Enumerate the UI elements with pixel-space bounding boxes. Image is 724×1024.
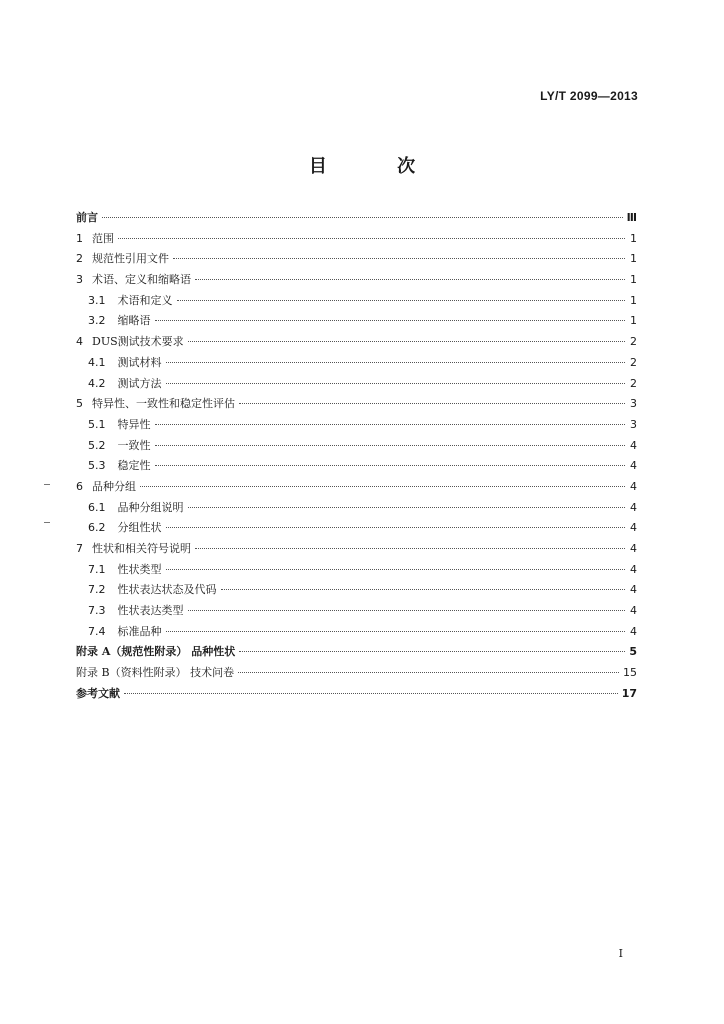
toc-entry-text: 稳定性 (117, 459, 151, 473)
toc-entry[interactable] (76, 478, 637, 499)
toc-entry-text: 术语、定义和缩略语 (92, 273, 191, 287)
dot-leader (238, 672, 619, 673)
toc-entry-label (88, 312, 151, 328)
toc-entry-number: 3 (76, 273, 83, 287)
toc-entry-page: 3 (630, 417, 637, 431)
dot-leader (166, 383, 626, 384)
toc-entry-page: 3 (630, 397, 637, 411)
toc-entry[interactable] (76, 602, 637, 623)
toc-entry[interactable] (76, 457, 637, 478)
toc-entry-text: 性状类型 (117, 562, 162, 576)
toc-entry[interactable] (76, 581, 637, 602)
dot-leader (195, 548, 625, 549)
toc-entry-number: 6.1 (88, 500, 106, 514)
toc-entry-label (76, 643, 235, 659)
toc-entry-text: 性状表达状态及代码 (117, 583, 217, 597)
toc-entry-text: 术语和定义 (117, 293, 173, 307)
toc-entry-text: 前言 (76, 211, 98, 224)
toc-entry[interactable] (76, 250, 637, 271)
toc-entry-text: 性状表达类型 (117, 604, 184, 618)
toc-entry[interactable] (76, 209, 637, 230)
standard-code: LY/T 2099—2013 (540, 89, 638, 103)
dot-leader (155, 465, 626, 466)
toc-entry-label (88, 437, 151, 453)
toc-entry-label (76, 333, 184, 349)
dot-leader (140, 486, 625, 487)
toc-entry-page: 4 (630, 624, 637, 638)
toc-entry-text: 品种分组 (92, 479, 136, 493)
toc-entry-label (76, 209, 98, 225)
toc-entry-text: 品种分组说明 (117, 500, 184, 514)
toc-entry[interactable] (76, 664, 637, 685)
toc-entry-label (88, 292, 173, 308)
toc-entry-label (88, 354, 162, 370)
toc-entry-number: 4.2 (88, 376, 106, 390)
toc-entry-page: 1 (630, 293, 637, 307)
toc-entry-number: 7.2 (88, 583, 106, 597)
dot-leader (155, 445, 626, 446)
toc-entry-label (88, 561, 162, 577)
toc-entry-number: 1 (76, 231, 83, 245)
toc-entry-label (76, 230, 114, 246)
dot-leader (155, 424, 626, 425)
toc-entry-number: 4 (76, 335, 83, 349)
toc-entry[interactable] (76, 312, 637, 333)
toc-entry-text: 性状和相关符号说明 (92, 542, 191, 555)
toc-entry[interactable] (76, 395, 637, 416)
toc-entry[interactable] (76, 519, 637, 540)
toc-entry-number: 5.2 (88, 438, 106, 452)
toc-entry-page: 1 (630, 314, 637, 328)
toc-entry-text: 测试方法 (117, 376, 162, 390)
toc-entry-number: 3.2 (88, 314, 106, 328)
toc-title: 目 次 (308, 156, 448, 177)
toc-entry-label (76, 664, 234, 680)
toc-entry-page: 4 (630, 583, 637, 597)
toc-entry-number: 7.1 (88, 562, 106, 576)
toc-entry-label (88, 623, 162, 639)
dot-leader (221, 589, 626, 590)
toc-entry-number: 7 (76, 542, 83, 555)
toc-entry-label (88, 581, 217, 597)
toc-entry[interactable] (76, 416, 637, 437)
toc-entry-page: Ⅲ (626, 211, 637, 224)
toc-entry-number: 6.2 (88, 521, 106, 535)
toc-entry-number: 7.3 (88, 604, 106, 618)
toc-entry-page: 4 (630, 479, 637, 493)
toc-entry-label (88, 416, 151, 432)
toc-entry[interactable] (76, 643, 637, 664)
toc-entry-number: 4.1 (88, 355, 106, 369)
toc-entry-label (76, 250, 169, 266)
toc-entry-label (76, 540, 191, 556)
toc-entry-text: 规范性引用文件 (92, 252, 169, 266)
toc-entry-label (88, 519, 162, 535)
toc-entry-label (76, 271, 191, 287)
toc-entry-label (88, 602, 184, 618)
toc-entry-page: 2 (630, 355, 637, 369)
toc-entry-page: 15 (623, 666, 637, 680)
toc-entry[interactable] (76, 623, 637, 644)
dot-leader (124, 693, 618, 694)
toc-entry-label (88, 375, 162, 391)
toc-entry-text: 特异性 (117, 417, 151, 431)
toc-entry[interactable] (76, 685, 637, 706)
toc-entry-number: 3.1 (88, 293, 106, 307)
toc-entry[interactable] (76, 437, 637, 458)
dot-leader (173, 258, 625, 259)
toc-entry-page: 1 (630, 231, 637, 245)
toc-entry-number: 7.4 (88, 624, 106, 638)
toc-entry-number: 6 (76, 479, 83, 493)
dot-leader (102, 217, 623, 218)
dot-leader (195, 279, 625, 280)
margin-mark (44, 522, 50, 523)
toc-entry[interactable] (76, 271, 637, 292)
toc-entry-page: 4 (630, 562, 637, 576)
toc-entry[interactable] (76, 499, 637, 520)
dot-leader (166, 569, 626, 570)
toc-entry-text: 缩略语 (117, 314, 151, 328)
dot-leader (166, 362, 626, 363)
toc-entry[interactable] (76, 561, 637, 582)
toc-entry[interactable] (76, 354, 637, 375)
dot-leader (118, 238, 625, 239)
toc-entry-page: 17 (621, 686, 637, 700)
toc-entry-number: 5.3 (88, 459, 106, 473)
toc-entry-text: 范围 (92, 231, 114, 245)
toc-entry-text: 测试材料 (117, 355, 162, 369)
dot-leader (188, 507, 626, 508)
toc-entry-page: 4 (630, 521, 637, 535)
toc-entry-label (88, 457, 151, 473)
toc-entry-text: 附录 B（资料性附录） 技术问卷 (76, 666, 235, 680)
dot-leader (166, 527, 626, 528)
dot-leader (155, 320, 626, 321)
dot-leader (239, 651, 625, 652)
table-of-contents (76, 209, 637, 706)
toc-entry-page: 4 (630, 438, 637, 452)
toc-entry-number: 5 (76, 397, 83, 411)
toc-entry-page: 1 (630, 273, 637, 287)
dot-leader (188, 341, 625, 342)
toc-entry-label (76, 685, 120, 701)
margin-mark (44, 484, 50, 485)
toc-entry[interactable] (76, 333, 637, 354)
dot-leader (239, 403, 625, 404)
toc-entry-text: 附录 A（规范性附录） 品种性状 (76, 645, 236, 659)
toc-entry-page: 2 (630, 376, 637, 390)
toc-entry-page: 2 (630, 335, 637, 349)
dot-leader (166, 631, 626, 632)
toc-entry-text: 特异性、一致性和稳定性评估 (92, 397, 235, 411)
toc-entry-page: 4 (630, 459, 637, 473)
toc-entry-label (88, 499, 184, 515)
toc-entry-text: 标准品种 (117, 624, 162, 638)
toc-entry[interactable] (76, 375, 637, 396)
toc-entry-number: 2 (76, 252, 83, 266)
dot-leader (177, 300, 626, 301)
page-number: I (618, 947, 623, 960)
toc-entry-page: 4 (630, 604, 637, 618)
toc-entry-number: 5.1 (88, 417, 106, 431)
toc-entry-page: 4 (630, 500, 637, 514)
toc-entry-text: 参考文献 (76, 686, 120, 700)
toc-entry-page: 1 (630, 252, 637, 266)
toc-entry[interactable] (76, 540, 637, 561)
toc-entry-text: DUS测试技术要求 (92, 335, 184, 349)
toc-entry[interactable] (76, 230, 637, 251)
toc-entry-label (76, 478, 136, 494)
toc-entry-label (76, 395, 235, 411)
toc-entry-text: 分组性状 (117, 521, 162, 535)
dot-leader (188, 610, 626, 611)
toc-entry-page: 4 (630, 542, 637, 555)
toc-entry-text: 一致性 (117, 438, 151, 452)
toc-entry[interactable] (76, 292, 637, 313)
toc-entry-page: 5 (629, 645, 637, 659)
